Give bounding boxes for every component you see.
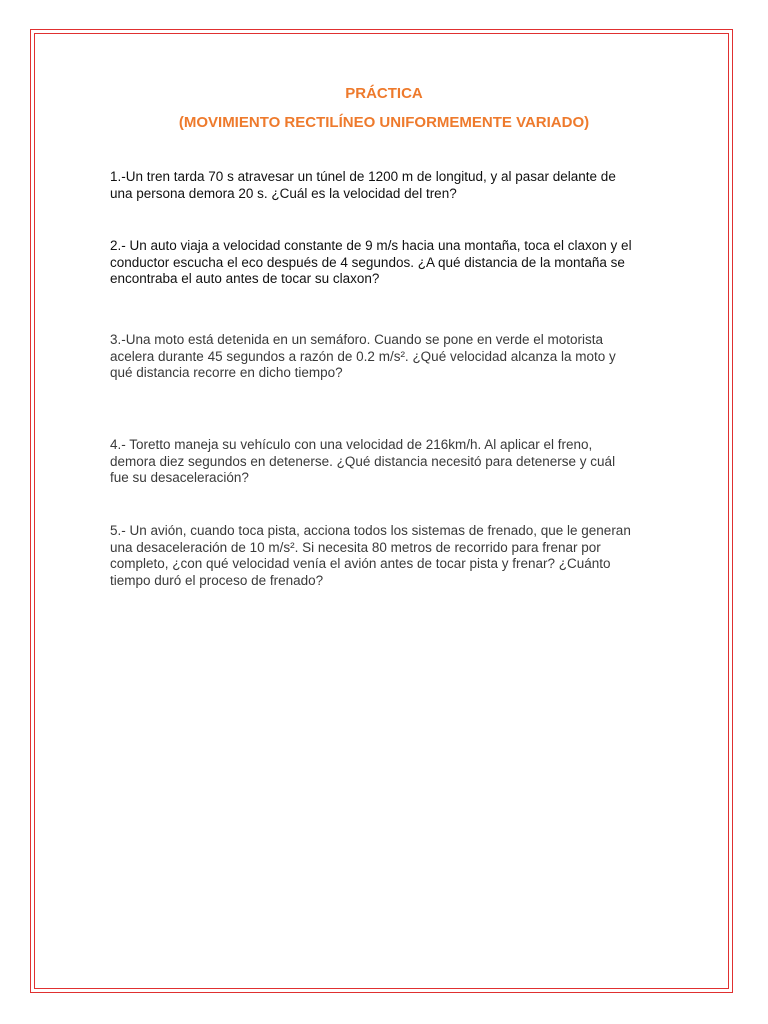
problem-line: demora diez segundos en detenerse. ¿Qué distancia necesitó para detenerse y cuál: [110, 453, 616, 469]
problem-line: qué distancia recorre en dicho tiempo?: [110, 365, 343, 380]
problem-line: encontraba el auto antes de tocar su claxon?: [110, 271, 380, 286]
problem-line: una persona demora 20 s. ¿Cuál es la velocidad del tren?: [110, 185, 457, 201]
problem-line: una desaceleración de 10 m/s². Si necesita 80 metros de recorrido para frenar por: [110, 539, 601, 555]
problem-line: tiempo duró el proceso de frenado?: [110, 572, 324, 588]
problem-4: [110, 437, 670, 487]
problem-line: acelera durante 45 segundos a razón de 0.2 m/s². ¿Qué velocidad alcanza la moto y: [110, 348, 616, 364]
problem-line: 1.-Un tren tarda 70 s atravesar un túnel de 1200 m de longitud, y al pasar delante de: [110, 169, 616, 184]
problem-1: [110, 169, 670, 202]
problem-line: 4.- Toretto maneja su vehículo con una velocidad de 216km/h. Al aplicar el freno,: [110, 437, 593, 452]
problem-line: 5.- Un avión, cuando toca pista, acciona todos los sistemas de frenado, que le generan: [110, 523, 631, 538]
document-subtitle: (MOVIMIENTO RECTILÍNEO UNIFORMEMENTE VARIADO): [178, 114, 590, 131]
problem-2: [110, 238, 670, 288]
problem-line: 3.-Una moto está detenida en un semáforo. Cuando se pone en verde el motorista: [110, 332, 604, 347]
document-title: PRÁCTICA: [345, 85, 423, 102]
problem-3: [110, 332, 670, 382]
problem-line: completo, ¿con qué velocidad venía el avión antes de tocar pista y frenar? ¿Cuánto: [110, 556, 611, 571]
problem-line: conductor escucha el eco después de 4 segundos. ¿A qué distancia de la montaña se: [110, 254, 625, 270]
problem-line: fue su desaceleración?: [110, 470, 249, 485]
problem-line: 2.- Un auto viaja a velocidad constante de 9 m/s hacia una montaña, toca el claxon y el: [110, 238, 632, 253]
problem-5: [110, 523, 670, 589]
